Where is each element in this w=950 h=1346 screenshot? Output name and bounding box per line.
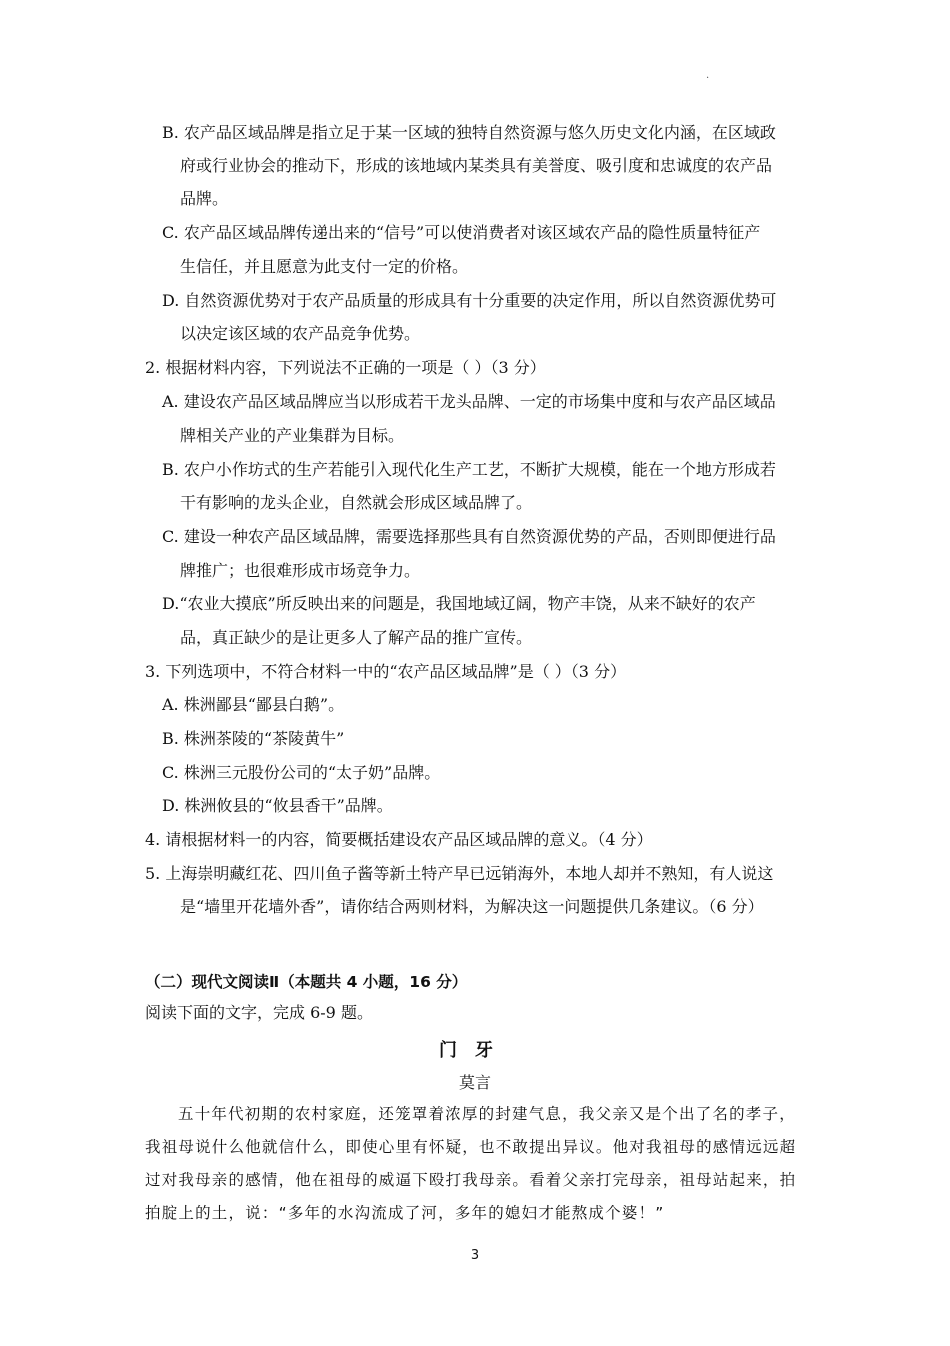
top-dot: . (706, 70, 710, 81)
q2-option-a-line1: A. 建设农产品区域品牌应当以形成若干龙头品牌、一定的市场集中度和与农产品区域品 (162, 392, 776, 411)
q3-option-d: D. 株洲攸县的“攸县香干”品牌。 (162, 796, 393, 815)
reading-instruction: 阅读下面的文字，完成 6-9 题。 (145, 1003, 373, 1022)
q3-stem: 3. 下列选项中，不符合材料一中的“农产品区域品牌”是（ ）（3 分） (145, 662, 627, 681)
q5-line2: 是“墙里开花墙外香”，请你结合两则材料，为解决这一问题提供几条建议。（6 分） (180, 897, 764, 916)
story-line-1: 五十年代初期的农村家庭，还笼罩着浓厚的封建气息，我父亲又是个出了名的孝子， (178, 1105, 796, 1123)
q1-option-b-line2: 府或行业协会的推动下，形成的该地域内某类具有美誉度、吸引度和忠诚度的农产品 (180, 156, 773, 175)
q2-option-b-line1: B. 农户小作坊式的生产若能引入现代化生产工艺，不断扩大规模，能在一个地方形成若 (162, 460, 776, 479)
q2-option-b-line2: 干有影响的龙头企业，自然就会形成区域品牌了。 (180, 493, 533, 512)
q2-option-c-line2: 牌推广；也很难形成市场竞争力。 (180, 561, 421, 580)
q1-option-d-line2: 以决定该区域的农产品竞争优势。 (180, 324, 421, 343)
q1-option-b-line1: B. 农产品区域品牌是指立足于某一区域的独特自然资源与悠久历史文化内涵，在区域政 (162, 123, 776, 142)
story-author: 莫言 (458, 1073, 491, 1092)
story-line-2: 我祖母说什么他就信什么，即使心里有怀疑，也不敢提出异议。他对我祖母的感情远远超 (145, 1138, 797, 1156)
section-header: （二）现代文阅读Ⅱ（本题共 4 小题，16 分） (145, 973, 468, 991)
q3-option-c: C. 株洲三元股份公司的“太子奶”品牌。 (162, 763, 441, 782)
q2-option-c-line1: C. 建设一种农产品区域品牌，需要选择那些具有自然资源优势的产品，否则即便进行品 (162, 527, 776, 546)
q1-option-c-line1: C. 农产品区域品牌传递出来的“信号”可以使消费者对该区域农产品的隐性质量特征产 (162, 223, 761, 242)
q1-option-c-line2: 生信任，并且愿意为此支付一定的价格。 (180, 257, 469, 276)
page-number: 3 (470, 1248, 480, 1263)
q3-option-a: A. 株洲鄙县“鄙县白鹅”。 (162, 695, 345, 714)
q5-line1: 5. 上海崇明藏红花、四川鱼子酱等新土特产早已远销海外，本地人却并不熟知，有人说这 (145, 864, 774, 883)
story-line-4: 拍腚上的土，说：“多年的水沟流成了河，多年的媳妇才能熬成个婆！” (145, 1204, 665, 1222)
q3-option-b: B. 株洲茶陵的“茶陵黄牛” (162, 729, 345, 748)
q2-option-a-line2: 牌相关产业的产业集群为目标。 (180, 426, 405, 445)
q2-option-d-line1: D.“农业大摸底”所反映出来的问题是，我国地域辽阔，物产丰饶，从来不缺好的农产 (162, 594, 756, 613)
q1-option-b-line3: 品牌。 (180, 189, 229, 208)
q2-stem: 2. 根据材料内容，下列说法不正确的一项是（ ）（3 分） (145, 358, 546, 377)
story-line-3: 过对我母亲的感情，他在祖母的威逼下殴打我母亲。看着父亲打完母亲，祖母站起来，拍 (145, 1171, 797, 1189)
story-title: 门牙 (439, 1040, 511, 1061)
q2-option-d-line2: 品，真正缺少的是让更多人了解产品的推广宣传。 (180, 628, 533, 647)
q1-option-d-line1: D. 自然资源优势对于农产品质量的形成具有十分重要的决定作用，所以自然资源优势可 (162, 291, 777, 310)
q4-stem: 4. 请根据材料一的内容，简要概括建设农产品区域品牌的意义。（4 分） (145, 830, 653, 849)
